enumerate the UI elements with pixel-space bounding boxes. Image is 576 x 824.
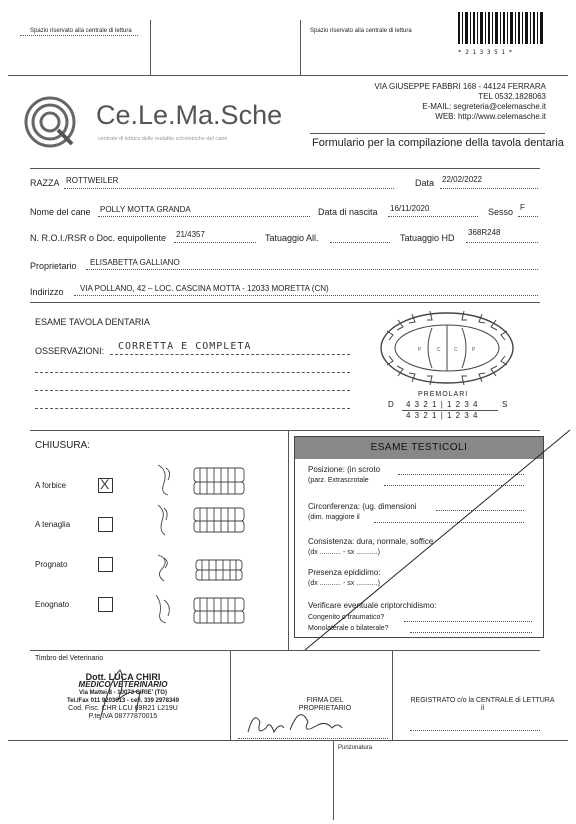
nome-line	[98, 216, 310, 217]
stamp-line-1: Dott. LUCA CHIRI	[85, 672, 161, 682]
osservazioni-value: CORRETTA E COMPLETA	[118, 341, 252, 352]
nome-value: POLLY MOTTA GRANDA	[100, 205, 191, 214]
firma-label: FIRMA DEL PROPRIETARIO	[298, 697, 352, 712]
data-value: 22/02/2022	[442, 175, 483, 184]
posizione-label: Posizione: (in scroto	[308, 465, 381, 474]
barcode-number: * 2 1 3 3 5 1 *	[458, 49, 513, 56]
oss-line-2	[35, 372, 350, 373]
address: VIA GIUSEPPE FABBRI 168 - 44124 FERRARA	[374, 82, 546, 91]
stamp-line-2: MEDICO VETERINARIO	[78, 680, 168, 689]
tatuaggio-hd-label: Tatuaggio HD	[400, 233, 455, 243]
oss-line-1	[110, 354, 350, 355]
proprietario-value: ELISABETTA GALLIANO	[90, 258, 180, 267]
razza-line	[64, 188, 394, 189]
option-tenaglia-label: A tenaglia	[35, 520, 71, 529]
cancel-diagonal-line	[300, 428, 575, 653]
nascita-label: Data di nascita	[318, 207, 378, 217]
barcode-icon	[458, 12, 543, 44]
osservazioni-label: OSSERVAZIONI:	[35, 346, 105, 356]
option-enognato-label: Enognato	[35, 600, 70, 609]
svg-text:C: C	[437, 347, 441, 353]
proprietario-line	[86, 269, 538, 270]
tatuaggio-label: Tatuaggio All.	[265, 233, 319, 243]
vet-signature	[90, 660, 180, 740]
stamp-line-3: Via Mattei 8 - 10073 CIRIE' (TO)	[79, 690, 167, 696]
stamp-line-4: Tel./Fax 011 9203613 - cell. 339 2978349	[67, 698, 179, 704]
fields-bottom-rule	[30, 302, 540, 303]
d-label: D	[388, 400, 394, 409]
logo-text: Ce.Le.Ma.Sche	[96, 100, 283, 130]
consistenza-label: Consistenza: dura, normale, soffice	[308, 537, 434, 546]
registrato-label: REGISTRATO c/o la CENTRALE di LETTURA il	[410, 697, 555, 712]
stamp-line-5: Cod. Fisc. CHR LCU 69R21 L219U	[68, 705, 178, 712]
option-prognato-checkbox[interactable]	[98, 557, 113, 572]
sesso-line	[518, 216, 538, 217]
logo-subtitle: centrale di lettura delle malattie scheletriche del cane	[98, 136, 228, 142]
tatuaggio-line	[330, 242, 390, 243]
bite-sketches	[150, 460, 250, 635]
option-forbice-label: A forbice	[35, 481, 67, 490]
footer-top-rule	[30, 650, 540, 651]
footer-divider-1	[230, 650, 231, 740]
logo-icon	[22, 96, 86, 148]
nascita-line	[388, 216, 478, 217]
premolari-label: PREMOLARI	[418, 391, 469, 398]
left-reserved-line	[20, 35, 138, 36]
option-enognato-checkbox[interactable]	[98, 597, 113, 612]
dental-arch-icon	[372, 306, 522, 391]
top-divider-1	[150, 20, 151, 75]
sesso-label: Sesso	[488, 207, 514, 217]
address-block	[374, 82, 546, 122]
data-line	[440, 188, 538, 189]
indirizzo-value: VIA POLLANO, 42 – LOC. CASCINA MOTTA - 12033 MORETTA (CN)	[80, 284, 329, 293]
consistenza-label-2: (dx ........... - sx ...........)	[308, 549, 380, 556]
row-numbers-lower: 4 3 2 1 | 1 2 3 4	[406, 411, 479, 420]
nome-label: Nome del cane	[30, 207, 91, 217]
sesso-value: F	[520, 203, 525, 212]
top-divider-2	[300, 20, 301, 75]
posizione-label-2: (parz. Extrascrotale	[308, 477, 369, 484]
data-label: Data	[415, 178, 435, 188]
nascita-value: 16/11/2020	[390, 204, 430, 213]
circonferenza-label: Circonferenza: (ug. dimensioni	[308, 502, 417, 511]
option-tenaglia-checkbox[interactable]	[98, 517, 113, 532]
dental-chart	[372, 306, 522, 396]
telephone: TEL 0532.1828063	[478, 92, 546, 101]
indirizzo-line	[74, 295, 538, 296]
footer-bottom-rule	[8, 740, 568, 741]
row-numbers-upper: 4 3 2 1 | 1 2 3 4	[406, 400, 479, 409]
option-prognato-label: Prognato	[35, 560, 68, 569]
razza-value: ROTTWEILER	[66, 176, 119, 185]
footer-divider-2	[392, 650, 393, 740]
timbro-label: Timbro del Veterinario	[35, 655, 104, 662]
option-forbice-checkbox[interactable]	[98, 478, 113, 493]
title-rule	[310, 133, 545, 134]
s-label: S	[502, 400, 508, 409]
verificare-label: Verificare eventuale criptorchidismo:	[308, 601, 437, 610]
website: WEB: http://www.celemasche.it	[435, 112, 546, 121]
header-top-rule	[8, 75, 568, 76]
oss-line-4	[35, 408, 350, 409]
logo	[22, 96, 86, 153]
svg-text:P: P	[472, 347, 476, 353]
right-reserved-label: Spazio riservato alla centrale di lettura	[310, 28, 412, 34]
check-mark: X	[100, 476, 110, 492]
email: E-MAIL: segreteria@celemasche.it	[422, 102, 546, 111]
indirizzo-label: Indirizzo	[30, 287, 64, 297]
roi-value: 21/4357	[176, 230, 205, 239]
owner-signature	[240, 702, 370, 742]
roi-line	[174, 242, 256, 243]
circonferenza-label-2: (dim. maggiore il	[308, 514, 360, 521]
registrato-line	[410, 730, 540, 731]
barcode	[458, 12, 543, 56]
tatuaggio-hd-line	[466, 242, 538, 243]
congenito-label: Congenito o traumatico?	[308, 614, 385, 621]
presenza-label-2: (dx ........... - sx ...........)	[308, 580, 380, 587]
form-title: Formulario per la compilazione della tavola dentaria	[312, 137, 564, 149]
firma-line	[238, 738, 388, 739]
proprietario-label: Proprietario	[30, 261, 77, 271]
presenza-label: Presenza epididimo:	[308, 568, 381, 577]
chiusura-title: CHIUSURA:	[35, 440, 91, 451]
oss-line-3	[35, 390, 350, 391]
punzonatura-divider	[333, 740, 334, 820]
stamp-line-6: P.te IVA 08777870015	[88, 713, 158, 720]
svg-text:P: P	[418, 347, 422, 353]
monolaterale-label: Monolaterale o bilaterale?	[308, 625, 389, 632]
chiusura-divider	[288, 430, 289, 650]
svg-text:C: C	[454, 347, 458, 353]
roi-label: N. R.O.I./RSR o Doc. equipollente	[30, 233, 167, 243]
dental-title: ESAME TAVOLA DENTARIA	[35, 317, 150, 327]
testicoli-title: ESAME TESTICOLI	[295, 437, 543, 459]
fields-top-rule	[30, 168, 540, 169]
razza-label: RAZZA	[30, 178, 60, 188]
punzonatura-label: Punzonatura	[338, 745, 373, 751]
bite-drawings-icon	[150, 460, 250, 630]
left-reserved-label: Spazio riservato alla centrale di lettura	[30, 28, 132, 34]
tatuaggio-hd-value: 368R248	[468, 228, 501, 237]
